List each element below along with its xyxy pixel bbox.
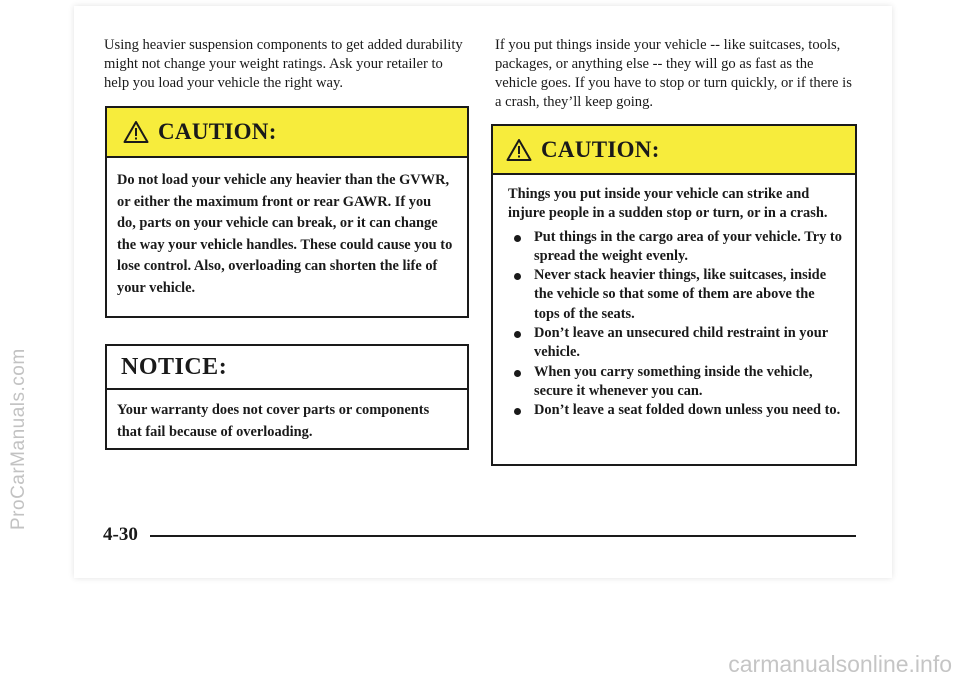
caution-body-right [493, 175, 855, 421]
caution-bullet-list [508, 228, 843, 421]
caution-text-left: Do not load your vehicle any heavier than the GVWR, or either the maximum front or rear GAWR. If you do, parts on your vehicle can break, or it can change the way your vehicle handles. These could cause you to lose control. Also, overloading can shorten the life of your vehicle. [117, 172, 453, 296]
bullet-icon [514, 331, 521, 338]
intro-paragraph-right: If you put things inside your vehicle -- like suitcases, tools, packages, or anything else -- they will go as fast as the vehicle goes. If you have to stop or turn quickly, or if there is a crash, they’ll keep going. [495, 37, 852, 110]
bullet-icon [514, 235, 521, 242]
list-item: Don’t leave an unsecured child restraint in your vehicle. [508, 324, 843, 363]
notice-title: NOTICE: [121, 353, 228, 380]
caution-header-right [493, 126, 855, 175]
notice-box [105, 344, 469, 450]
caution-body-left [107, 158, 467, 299]
footer-rule [150, 535, 856, 537]
page-number: 4-30 [103, 524, 138, 545]
list-item: When you carry something inside the vehicle, secure it whenever you can. [508, 363, 843, 402]
caution-header-left [107, 108, 467, 158]
side-watermark: ProCarManuals.com [8, 348, 29, 530]
intro-paragraph-left: Using heavier suspension components to get added durability might not change your weight ratings. Ask your retailer to help you load your vehicle the right way. [104, 37, 463, 91]
site-watermark: carmanualsonline.info [728, 651, 952, 677]
warning-triangle-icon [123, 120, 149, 144]
caution-box-left [105, 106, 469, 318]
caution-text-right: Things you put inside your vehicle can strike and injure people in a sudden stop or turn, or in a crash. [508, 186, 828, 222]
notice-body [107, 390, 467, 443]
notice-header [107, 346, 467, 390]
bullet-icon [514, 370, 521, 377]
caution-box-right [491, 124, 857, 466]
notice-text: Your warranty does not cover parts or components that fail because of overloading. [117, 402, 430, 440]
bullet-icon [514, 273, 521, 280]
list-item: Never stack heavier things, like suitcases, inside the vehicle so that some of them are above the tops of the seats. [508, 266, 843, 324]
list-item: Put things in the cargo area of your vehicle. Try to spread the weight evenly. [508, 228, 843, 267]
caution-title-right: CAUTION: [541, 136, 660, 162]
caution-title-left: CAUTION: [158, 119, 277, 144]
bullet-icon [514, 408, 521, 415]
warning-triangle-icon [506, 138, 532, 162]
list-item: Don’t leave a seat folded down unless you need to. [508, 401, 843, 420]
